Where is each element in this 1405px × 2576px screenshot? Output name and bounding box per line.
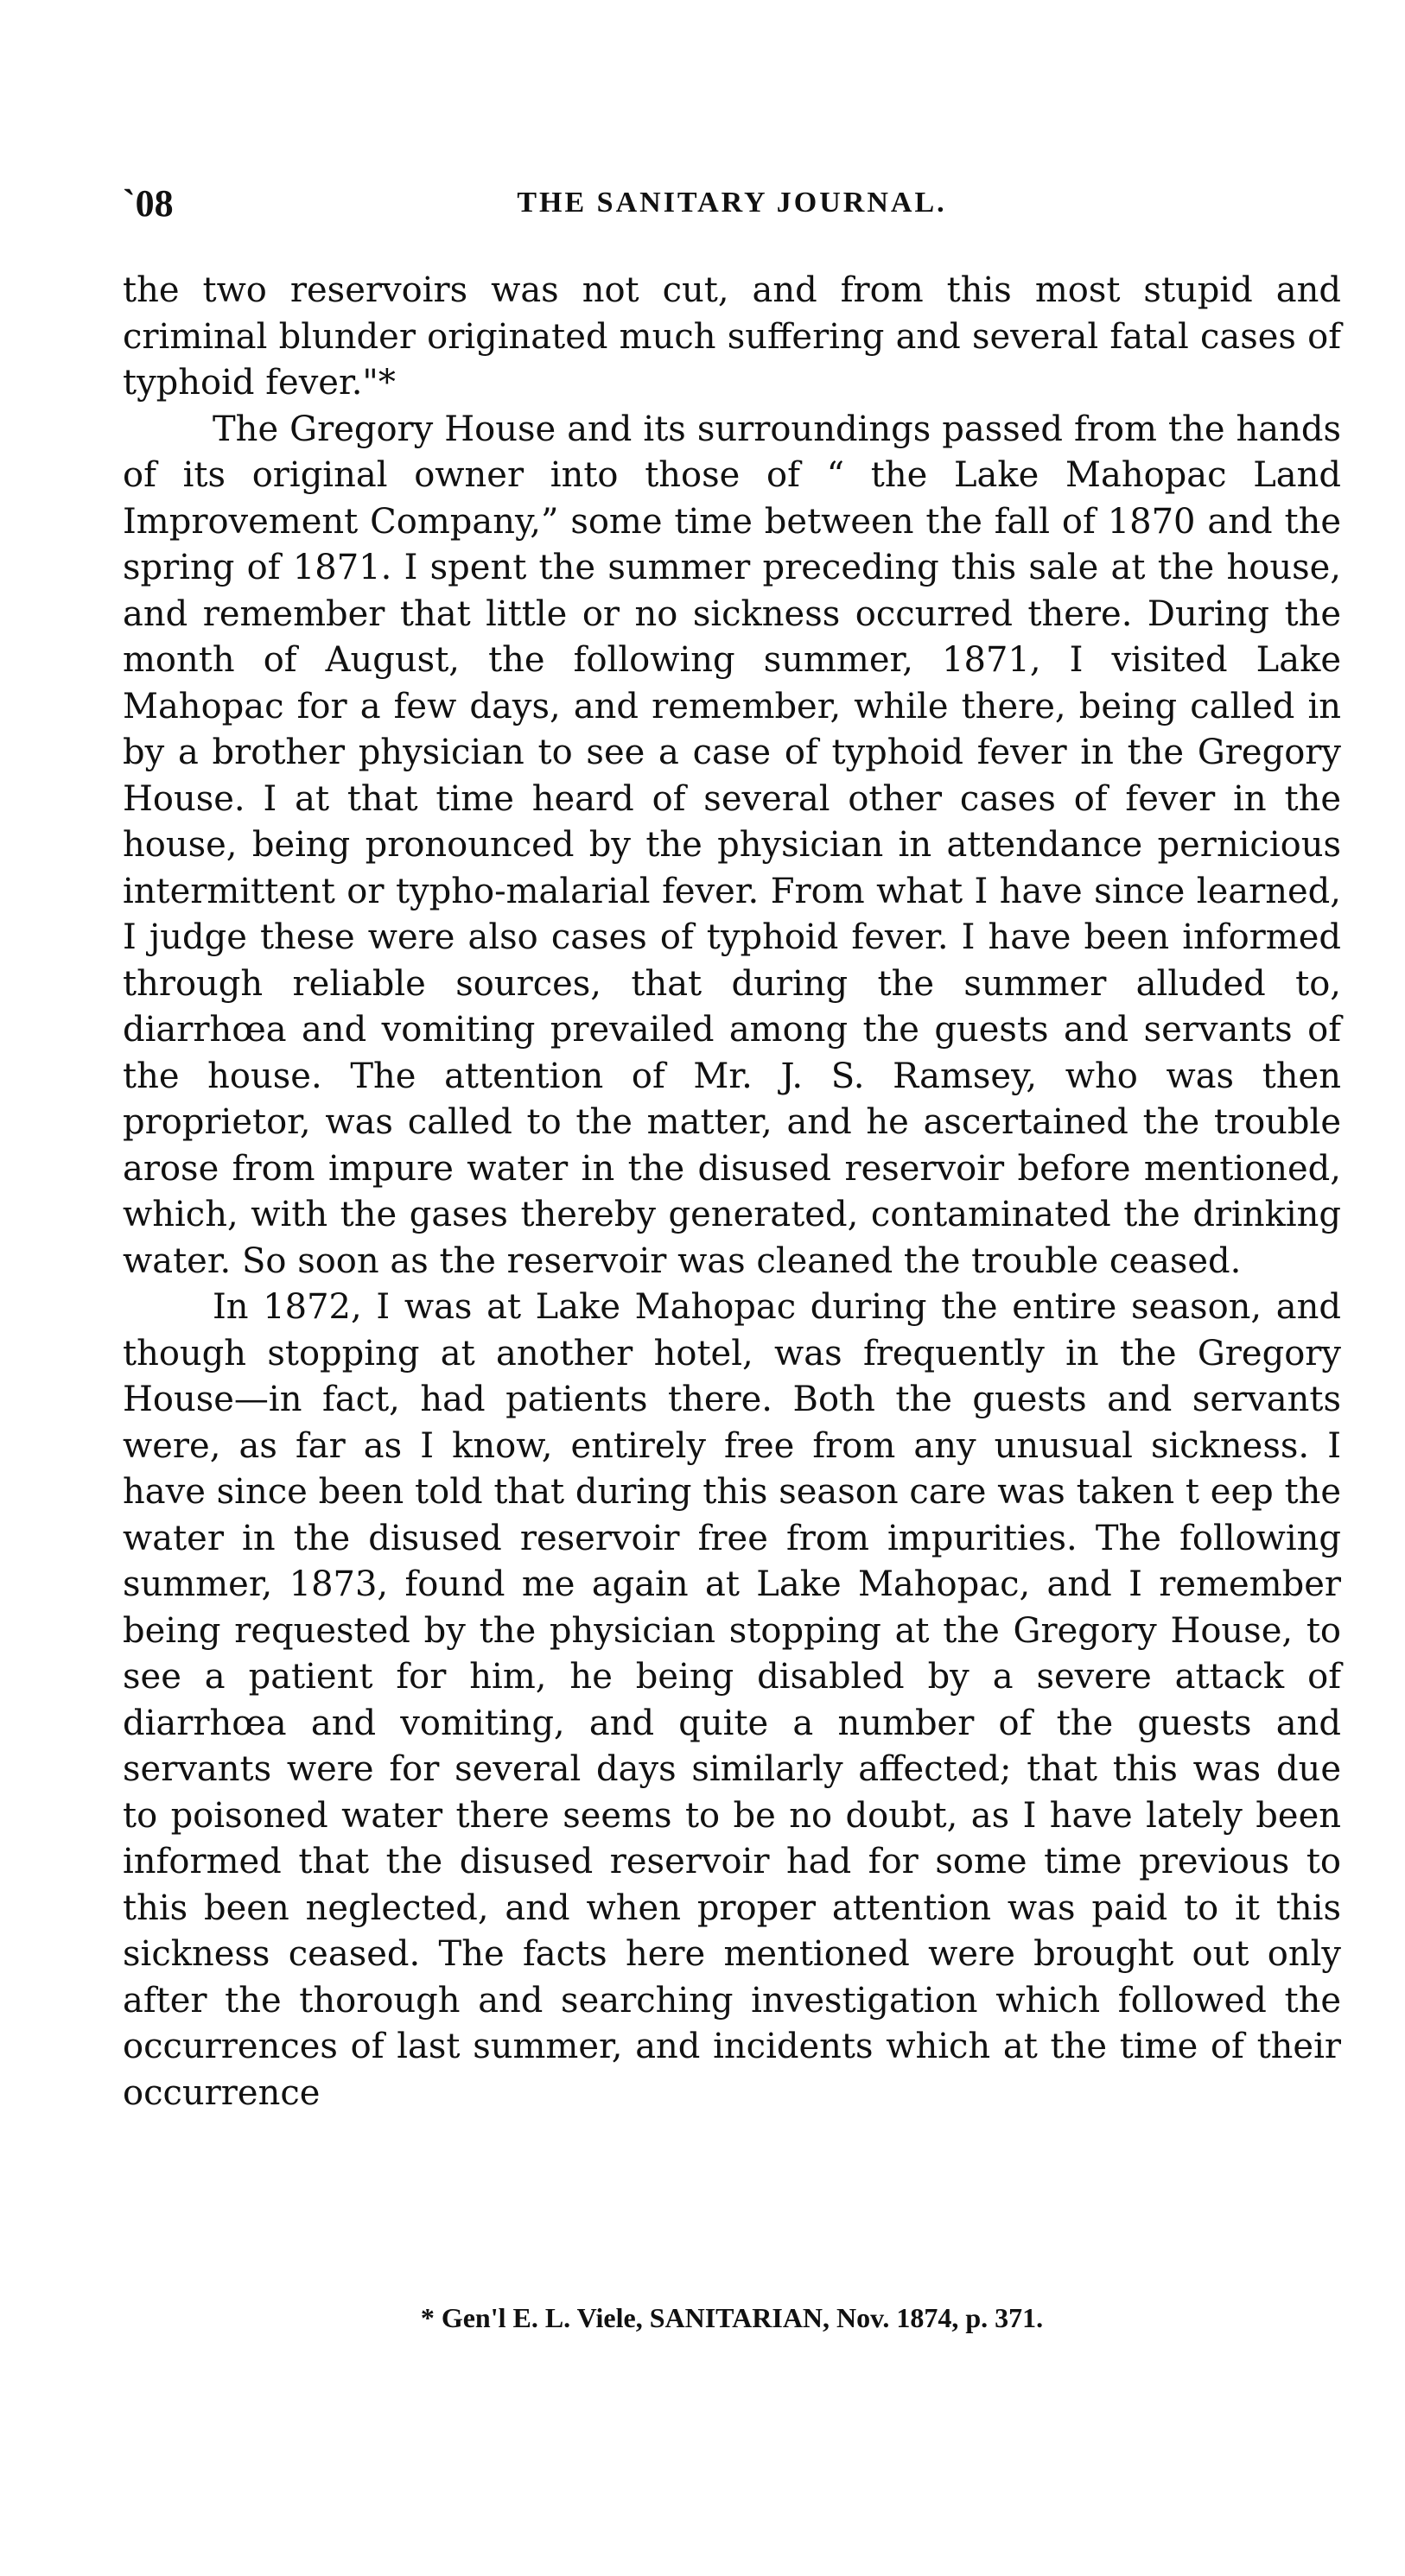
body-text bbox=[123, 268, 1341, 2116]
running-head: THE SANITARY JOURNAL. bbox=[517, 187, 947, 219]
paragraph-gregory-house: The Gregory House and its surroundings passed from the hands of its original owner into those of “ the Lake Mahopac Land Improvement Company,” some time between the fall of 1870 and the spring of 1871. I spent the summer preceding this sale at the house, and remember that little or no sickness occurred there. During the month of August, the following summer, 1871, I visited Lake Mahopac for a few days, and remember, while there, being called in by a brother physician to see a case of typhoid fever in the Gregory House. I at that time heard of several other cases of fever in the house, being pronounced by the physician in attendance pernicious intermittent or typho-malarial fever. From what I have since learned, I judge these were also cases of typhoid fever. I have been informed through reliable sources, that during the summer alluded to, diarrhœa and vomiting prevailed among the guests and servants of the house. The attention of Mr. J. S. Ramsey, who was then proprietor, was called to the matter, and he ascertained the trouble arose from impure water in the disused reservoir before mentioned, which, with the gases thereby generated, contaminated the drinking water. So soon as the reservoir was cleaned the trouble ceased. bbox=[123, 409, 1341, 1281]
page-number: `08 bbox=[123, 182, 174, 225]
paragraph-1872: In 1872, I was at Lake Mahopac during the entire season, and though stopping at another hotel, was frequently in the Gregory House—in fact, had patients there. Both the guests and servants were, as far as I know, entirely free from any unusual sickness. I have since been told that during this season care was taken t eep the water in the disused reservoir free from impurities. The following summer, 1873, found me again at Lake Mahopac, and I remember being requested by the physician stopping at the Gregory House, to see a patient for him, he being disabled by a severe attack of diarrhœa and vomiting, and quite a number of the guests and servants were for several days similarly affected; that this was due to poisoned water there seems to be no doubt, as I have lately been informed that the disused reservoir had for some time previous to this been neglected, and when proper attention was paid to it this sickness ceased. The facts here mentioned were brought out only after the thorough and searching investigation which followed the occurrences of last summer, and incidents which at the time of their occurrence bbox=[123, 1287, 1341, 2113]
footnote: * Gen'l E. L. Viele, SANITARIAN, Nov. 1874, p. 371. bbox=[420, 2302, 1044, 2333]
paragraph-continuation: the two reservoirs was not cut, and from this most stupid and criminal blunder originated much suffering and several fatal cases of typhoid fever."* bbox=[123, 270, 1341, 403]
page-header bbox=[123, 181, 1341, 233]
